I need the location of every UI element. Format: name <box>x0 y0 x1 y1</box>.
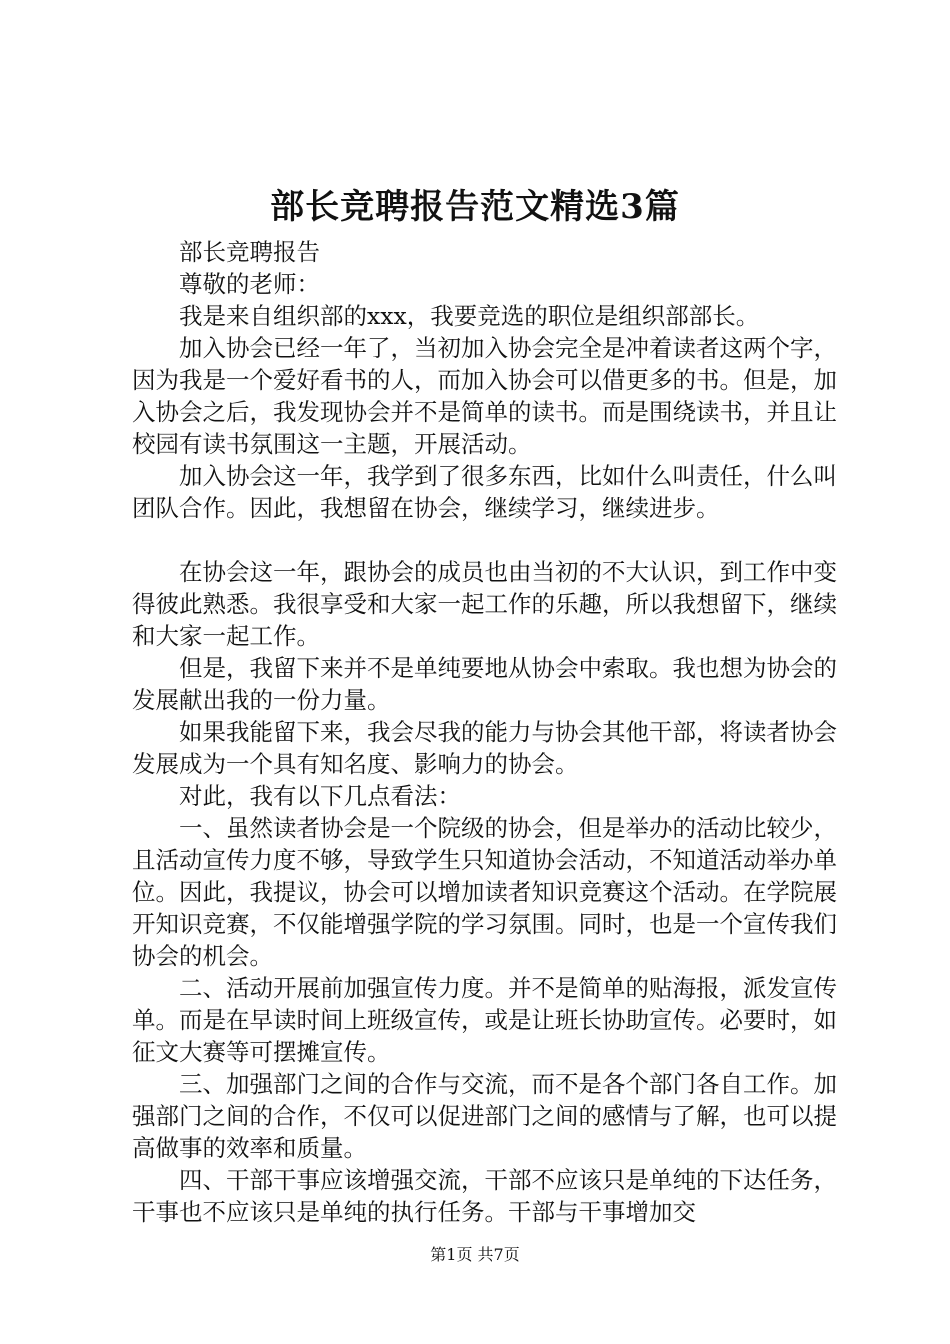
paragraph: 在协会这一年，跟协会的成员也由当初的不大认识，到工作中变得彼此熟悉。我很享受和大家一起工作的乐趣，所以我想留下，继续和大家一起工作。 <box>132 558 837 650</box>
paragraph: 对此，我有以下几点看法： <box>179 782 461 810</box>
paragraph-heading: 部长竞聘报告 <box>179 238 320 266</box>
paragraph: 如果我能留下来，我会尽我的能力与协会其他干部，将读者协会发展成为一个具有知名度、影响力的协会。 <box>132 718 837 778</box>
paragraph: 四、干部干事应该增强交流，干部不应该只是单纯的下达任务，干事也不应该只是单纯的执行任务。干部与干事增加交 <box>132 1166 837 1226</box>
paragraph: 加入协会这一年，我学到了很多东西，比如什么叫责任，什么叫团队合作。因此，我想留在协会，继续学习，继续进步。 <box>132 462 837 522</box>
paragraph: 三、加强部门之间的合作与交流，而不是各个部门各自工作。加强部门之间的合作，不仅可以促进部门之间的感情与了解，也可以提高做事的效率和质量。 <box>132 1070 837 1162</box>
document-body <box>132 236 852 1228</box>
paragraph: 加入协会已经一年了，当初加入协会完全是冲着读者这两个字，因为我是一个爱好看书的人，而加入协会可以借更多的书。但是，加入协会之后，我发现协会并不是简单的读书。而是围绕读书，并且让校园有读书氛围这一主题，开展活动。 <box>132 334 837 458</box>
paragraph: 一、虽然读者协会是一个院级的协会，但是举办的活动比较少，且活动宣传力度不够，导致学生只知道协会活动，不知道活动举办单位。因此，我提议，协会可以增加读者知识竞赛这个活动。在学院展开知识竞赛，不仅能增强学院的学习氛围。同时，也是一个宣传我们协会的机会。 <box>132 814 837 970</box>
document-title: 部长竞聘报告范文精选3篇 <box>270 187 680 227</box>
paragraph-salutation: 尊敬的老师： <box>179 270 320 298</box>
page-footer: 第1页 共7页 <box>430 1245 520 1264</box>
paragraph: 但是，我留下来并不是单纯要地从协会中索取。我也想为协会的发展献出我的一份力量。 <box>132 654 837 714</box>
paragraph: 二、活动开展前加强宣传力度。并不是简单的贴海报，派发宣传单。而是在早读时间上班级宣传，或是让班长协助宣传。必要时，如征文大赛等可摆摊宣传。 <box>132 974 837 1066</box>
paragraph: 我是来自组织部的xxx，我要竞选的职位是组织部部长。 <box>179 302 760 330</box>
